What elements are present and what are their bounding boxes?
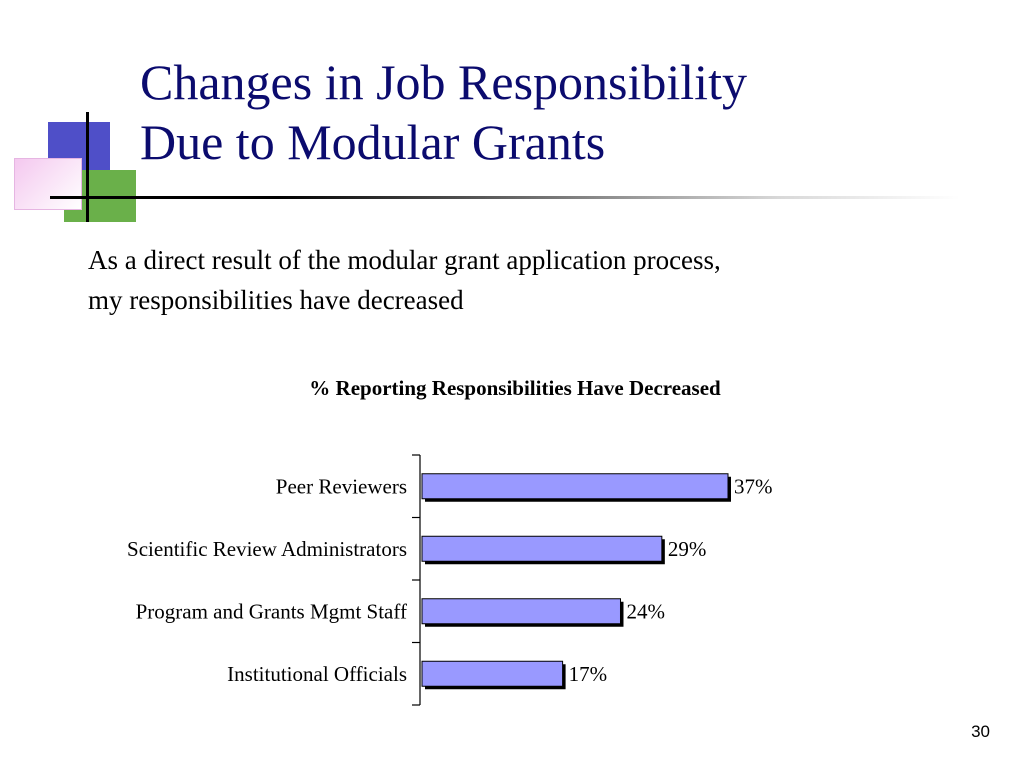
bar-chart bbox=[0, 360, 1024, 720]
slide-number: 30 bbox=[971, 722, 990, 741]
data-label: 37% bbox=[734, 474, 773, 499]
category-label: Institutional Officials bbox=[227, 661, 407, 686]
slide-subtitle bbox=[88, 240, 721, 320]
category-label: Program and Grants Mgmt Staff bbox=[135, 599, 407, 624]
data-label: 29% bbox=[667, 536, 707, 561]
bar bbox=[422, 599, 620, 624]
slide-subtitle-line-2: my responsibilities have decreased bbox=[88, 285, 464, 315]
decor-pink-square bbox=[14, 158, 82, 210]
category-label: Scientific Review Administrators bbox=[127, 536, 407, 561]
slide-title-line-1: Changes in Job Responsibility bbox=[140, 54, 747, 110]
chart-title: % Reporting Responsibilities Have Decreased bbox=[309, 376, 721, 400]
data-label: 17% bbox=[568, 661, 608, 686]
bar bbox=[422, 661, 563, 686]
slide-subtitle-line-1: As a direct result of the modular grant application process, bbox=[88, 245, 721, 275]
decor-horizontal-rule bbox=[50, 196, 960, 199]
bar bbox=[422, 536, 662, 561]
slide-title bbox=[140, 52, 747, 172]
slide-title-line-2: Due to Modular Grants bbox=[140, 114, 606, 170]
decor-vertical-line bbox=[86, 112, 89, 222]
category-label: Peer Reviewers bbox=[275, 474, 407, 499]
bar bbox=[422, 474, 728, 499]
data-label: 24% bbox=[626, 599, 665, 624]
